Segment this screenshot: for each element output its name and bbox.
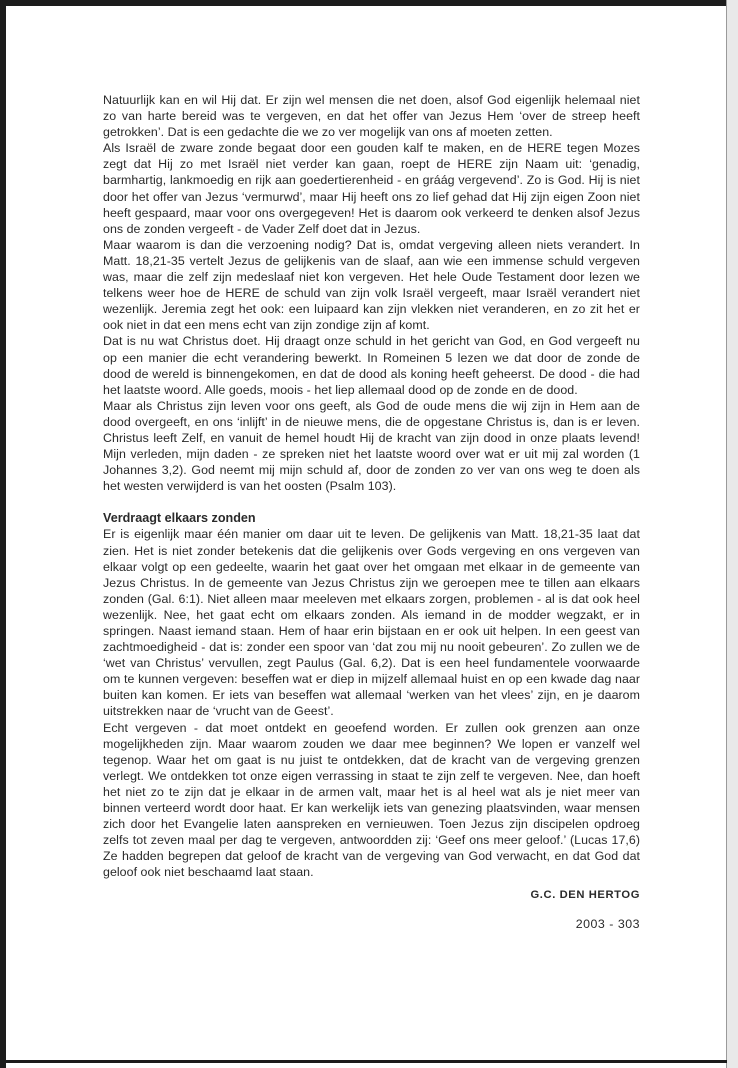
left-border (0, 0, 6, 1068)
paragraph: Echt vergeven - dat moet ontdekt en geoefend worden. Er zullen ook grenzen aan onze mogelijkheden zijn. Maar waarom zouden we daar mee beginnen? We lopen er vanzelf wel tegenop. Waar het om gaat is nu juist te ontdekken, dat de kracht van de vergeving grenzen verlegt. We ontdekken tot onze eigen verrassing in staat te zijn zelf te vergeven. Nee, dan hoeft het niet zo te zijn dat je elkaar in de armen valt, maar het is al heel wat als je niet meer van binnen verteerd wordt door haat. Er kan werkelijk iets van genezing plaatsvinden, waar mensen zich door het Evangelie laten aanspreken en vernieuwen. Toen Jezus zijn discipelen opdroeg zelfs tot zeven maal per dag te vergeven, antwoordden zij: ‘Geef ons meer geloof.’ (Lucas 17,6) Ze hadden begrepen dat geloof de kracht van de vergeving van God verwacht, en dat God dat geloof ook niet beschaamd laat staan. (103, 720, 640, 880)
page-number: 2003 - 303 (575, 916, 640, 931)
paragraph: Er is eigenlijk maar één manier om daar uit te leven. De gelijkenis van Matt. 18,21-35 laat dat zien. Het is niet zonder betekenis dat die gelijkenis over Gods vergeving en ons vergeven van elkaar volgt op een gedeelte, waarin het gaat over het omgaan met elkaar in de gemeente van Jezus Christus. In de gemeente van Jezus Christus zijn we geroepen mee te tillen aan elkaars zonden (Gal. 6:1). Niet alleen maar meeleven met elkaars zorgen, problemen - al is dat ook heel wezenlijk. Nee, het gaat echt om elkaars zonden. Als iemand in de modder wegzakt, er in springen. Naast iemand staan. Hem of haar erin bijstaan en er ook uit helpen. In een geest van zachtmoedigheid - dat is: zonder een spoor van ‘dat zou mij nu nooit gebeuren’. Zo zullen we de ‘wet van Christus’ vervullen, zegt Paulus (Gal. 6,2). Dat is een heel fundamentele voorwaarde om te kunnen vergeven: beseffen wat er diep in mijzelf allemaal huist en op een kwade dag naar buiten kan komen. Er iets van beseffen wat allemaal ‘werken van het vlees’ zijn, en je daarom uitstrekken naar de ‘vrucht van de Geest’. (103, 527, 640, 719)
right-page-edge (727, 0, 738, 1068)
section-heading: Verdraagt elkaars zonden (103, 511, 256, 526)
paragraph: Als Israël de zware zonde begaat door een gouden kalf te maken, en de HERE tegen Mozes zegt dat Hij zo met Israël niet verder kan gaan, roept de HERE zijn Naam uit: ‘genadig, barmhartig, lankmoedig en rijk aan goedertierenheid - en gráág vergevend’. Zo is God. Hij is niet door het offer van Jezus ‘vermurwd’, maar Hij heeft ons zo lief gehad dat Hij zijn eigen Zoon niet heeft gespaard, maar voor ons overgegeven! Het is daarom ook verkeerd te denken alsof Jezus ons de zonden vergeeft - de Vader Zelf doet dat in Jezus. (103, 141, 640, 236)
paragraph: Maar waarom is dan die verzoening nodig? Dat is, omdat vergeving alleen niets verandert. In Matt. 18,21-35 vertelt Jezus de gelijkenis van de slaaf, aan wie een immense schuld vergeven was, maar die zelf zijn medeslaaf niet kon vergeven. Het hele Oude Testament door lezen we telkens weer hoe de HERE de schuld van zijn volk Israël vergeeft, maar Israël verandert niet wezenlijk. Jeremia zegt het ook: een luipaard kan zijn vlekken niet veranderen, en zo zit het er ook niet in dat een mens echt van zijn zondige zijn af komt. (103, 237, 640, 333)
right-page-edge-line (726, 0, 727, 1068)
article-page (103, 92, 640, 931)
author-signature: G.C. DEN HERTOG (530, 888, 640, 901)
bottom-border (0, 1060, 727, 1063)
top-border (0, 0, 727, 6)
paragraph: Dat is nu wat Christus doet. Hij draagt onze schuld in het gericht van God, en God vergeeft nu op een manier die echt verandering bewerkt. In Romeinen 5 lezen we dat door de zonde de dood de wereld is binnengekomen, en dat de dood als koning heeft geheerst. De dood - die had het laatste woord. Alle goeds, moois - het liep allemaal dood op de zonde en de dood. (103, 334, 640, 397)
paragraph: Natuurlijk kan en wil Hij dat. Er zijn wel mensen die net doen, alsof God eigenlijk helemaal niet zo van harte bereid was te vergeven, en dat het offer van Jezus Hem ‘over de streep heeft getrokken’. Dat is een gedachte die we zo ver mogelijk van ons af moeten zetten. (103, 93, 640, 140)
paragraph: Maar als Christus zijn leven voor ons geeft, als God de oude mens die wij zijn in Hem aan de dood overgeeft, en ons ‘inlijft’ in de nieuwe mens, die de opgestane Christus is, dan is er leven. Christus leeft Zelf, en vanuit de hemel houdt Hij de kracht van zijn dood in onze plaats levend! Mijn verleden, mijn daden - ze spreken niet het laatste woord over wat er uit mij zal worden (1 Johannes 3,2). God neemt mij mijn schuld af, door de zonden zo ver van ons weg te doen als het westen verwijderd is van het oosten (Psalm 103). (103, 398, 640, 494)
